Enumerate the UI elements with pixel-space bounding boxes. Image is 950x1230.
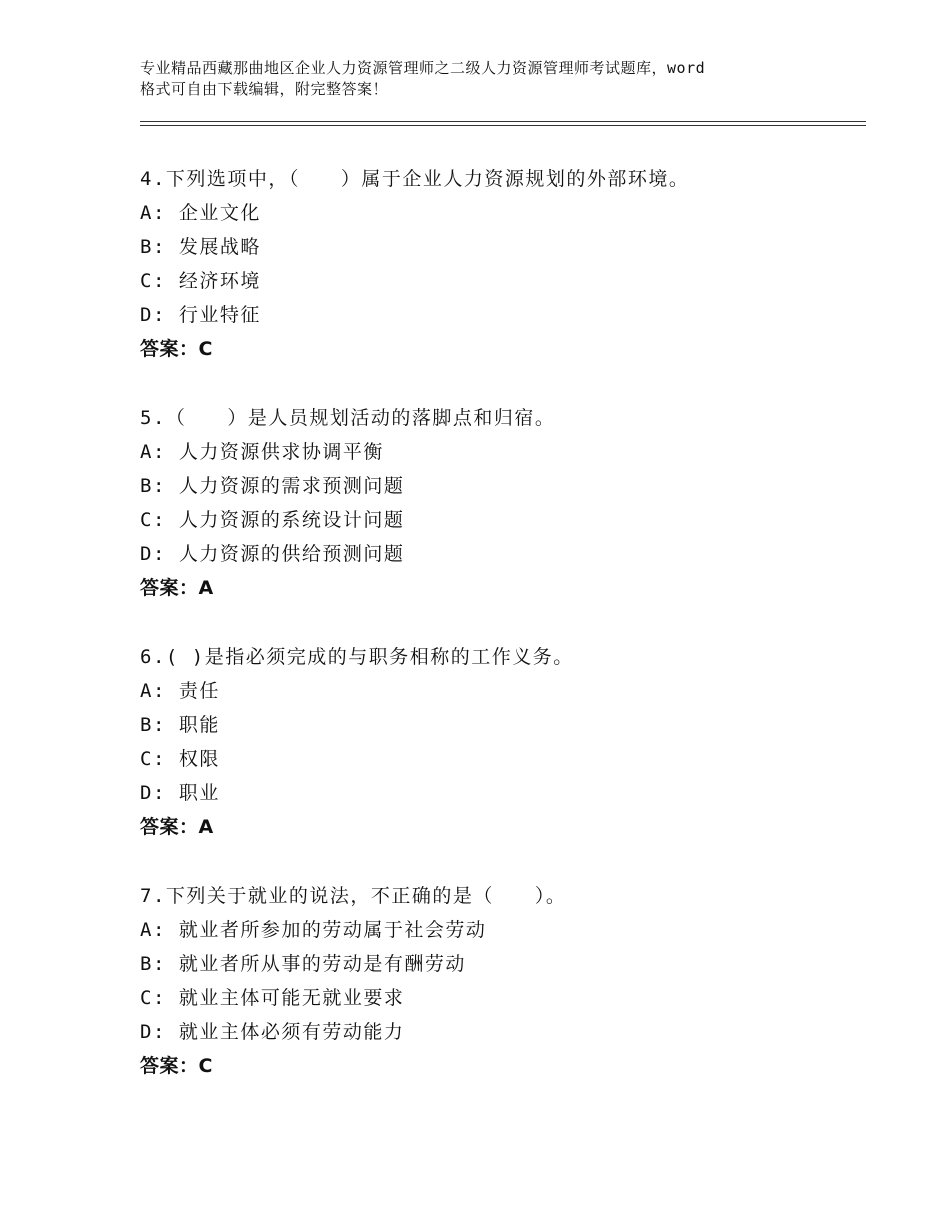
option-d: D: 人力资源的供给预测问题	[140, 543, 405, 565]
option-c: C: 就业主体可能无就业要求	[140, 987, 405, 1009]
option-d: D: 职业	[140, 782, 220, 804]
question-stem: 6.( )是指必须完成的与职务相称的工作义务。	[140, 646, 574, 668]
question-stem: 4.下列选项中，（ ）属于企业人力资源规划的外部环境。	[140, 168, 690, 190]
option-b: B: 就业者所从事的劳动是有酬劳动	[140, 953, 466, 975]
option-b: B: 发展战略	[140, 236, 261, 258]
option-c: C: 权限	[140, 748, 220, 770]
option-c: C: 经济环境	[140, 270, 261, 292]
option-a: A: 企业文化	[140, 202, 261, 224]
question-4	[140, 164, 840, 368]
option-c: C: 人力资源的系统设计问题	[140, 509, 405, 531]
answer: 答案：A	[140, 816, 214, 838]
option-a: A: 人力资源供求协调平衡	[140, 441, 384, 463]
option-d: D: 行业特征	[140, 304, 261, 326]
header-divider-bottom	[140, 125, 866, 126]
header-line-1: 专业精品西藏那曲地区企业人力资源管理师之二级人力资源管理师考试题库，word	[140, 59, 706, 77]
document-header	[140, 58, 840, 100]
question-7	[140, 881, 840, 1085]
answer: 答案：C	[140, 1055, 213, 1077]
answer: 答案：A	[140, 577, 214, 599]
question-stem: 5.（ ）是人员规划活动的落脚点和归宿。	[140, 407, 556, 429]
option-a: A: 责任	[140, 680, 220, 702]
answer: 答案：C	[140, 338, 213, 360]
header-divider-top	[140, 121, 866, 122]
option-d: D: 就业主体必须有劳动能力	[140, 1021, 405, 1043]
question-6	[140, 642, 840, 846]
option-b: B: 职能	[140, 714, 220, 736]
header-line-2: 格式可自由下载编辑，附完整答案！	[140, 80, 389, 98]
option-b: B: 人力资源的需求预测问题	[140, 475, 405, 497]
question-stem: 7.下列关于就业的说法，不正确的是（ ）。	[140, 885, 567, 907]
option-a: A: 就业者所参加的劳动属于社会劳动	[140, 919, 487, 941]
question-5	[140, 403, 840, 607]
